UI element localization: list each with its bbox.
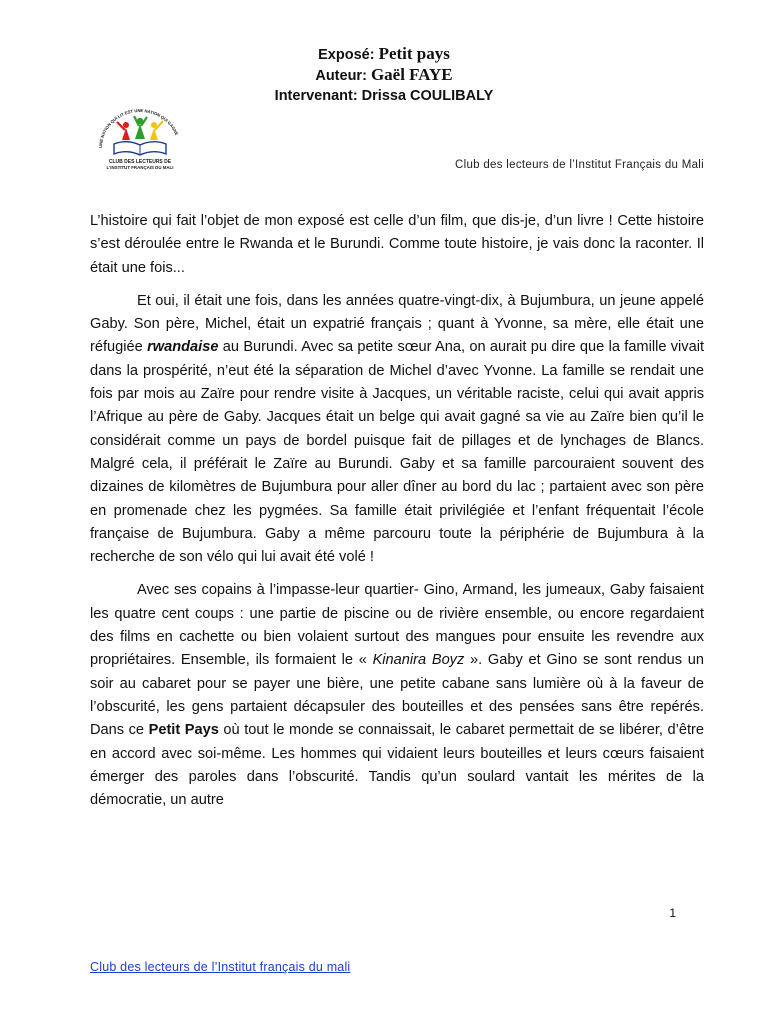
paragraph-friends: [90, 579, 704, 812]
expose-line: [0, 44, 768, 65]
paragraph-story: [90, 290, 704, 570]
author-name: Gaël FAYE: [370, 65, 453, 84]
document-header: [0, 44, 768, 106]
book-title: Petit pays: [378, 44, 450, 63]
emphasis-rwandaise: rwandaise: [147, 339, 219, 356]
paragraph-text: L’histoire qui fait l’objet de mon exposé est celle d’un film, que dis-je, d’un livre ! Cette histoire s’est déroulée entre le Rwanda et le Burundi. Comme toute histoire, je vais donc la raconter. Il était une fois...: [90, 213, 704, 276]
book-icon: [114, 142, 166, 155]
logo-arc-text: UNE NATION QUI LIT EST UNE NATION QUI GAGNE: [97, 108, 180, 149]
club-logo: [92, 108, 188, 174]
speaker-line: Intervenant: Drissa COULIBALY: [274, 88, 494, 104]
author-line: [0, 65, 768, 86]
footer-club-link[interactable]: Club des lecteurs de l’Institut français du mali: [90, 960, 351, 974]
expose-label: Exposé:: [318, 47, 379, 63]
author-label: Auteur:: [315, 68, 371, 84]
emphasis-kinanira: Kinanira Boyz: [372, 652, 465, 669]
paragraph-intro: [90, 210, 704, 280]
paragraph-text: au Burundi. Avec sa petite sœur Ana, on aurait pu dire que la famille vivait dans la prospérité, n’eut été la séparation de Michel d’avec Yvonne. La famille se rendait une fois par mois au Zaïre pour rendre visite à Jacques, un véritable raciste, celui qui avait appris l’Afrique au père de Gaby. Jacques était un belge qui avait gagné sa vie au Zaïre bien qu’il le considérait comme un pays de bordel puisque fait de pillages et de lynchages de Blancs. Malgré cela, il préférait le Zaïre au Burundi. Gaby et sa famille parcouraient souvent des dizaines de kilomètres de Bujumbura pour aller dîner au bord du lac ; partaient avec son père en promenade chez les pygmées. Sa famille était privilégiée et l’enfant fréquentait l’école française de Bujumbura. Gaby a même parcouru toute la périphérie de Bujumbura à la recherche de son vélo qui lui avait été volé !: [90, 339, 705, 566]
page-number: 1: [669, 906, 676, 920]
logo-caption-1: CLUB DES LECTEURS DE: [108, 159, 172, 165]
paragraph-text: Et oui, il était une fois, dans les années quatre-vingt-dix, à Bujumbura, un jeune appelé Gaby. Son père, Michel, était un expatrié français ; quant à Yvonne, sa mère, elle était une réfugiée: [90, 292, 704, 356]
paragraph-text: Avec ses copains à l’impasse-leur quartier- Gino, Armand, les jumeaux, Gaby faisaient les quatre cent coups : une partie de piscine ou de rivière ensemble, ou encore regardaient des films en cachette ou bien volaient surtout des mangues pour ensuite les revendre aux propriétaires. Ensemble, ils formaient le «: [90, 582, 704, 669]
emphasis-petit-pays: Petit Pays: [148, 722, 219, 739]
logo-caption-2: L'INSTITUT FRANÇAIS DU MALI: [106, 165, 174, 170]
club-name-header: Club des lecteurs de l’Institut Français du Mali: [455, 159, 704, 171]
paragraph-text: ». Gaby et Gino se sont rendus un soir au cabaret pour se payer une bière, une petite cabane sans lumière où à la faveur de l’obscurité, les gens partaient décapsuler des bouteilles et des pensées sans être repérés. Dans ce: [90, 652, 704, 739]
paragraph-text: où tout le monde se connaissait, le cabaret permettait de se libérer, d’être en accord avec soi-même. Les hommes qui vidaient leurs bouteilles et leurs cœurs faisaient émerger des paroles dans l’obscurité. Tandis qu’un soulard vantait les mérites de la démocratie, un autre: [90, 722, 704, 809]
figures-icon: [117, 116, 163, 140]
document-body: [90, 210, 704, 822]
